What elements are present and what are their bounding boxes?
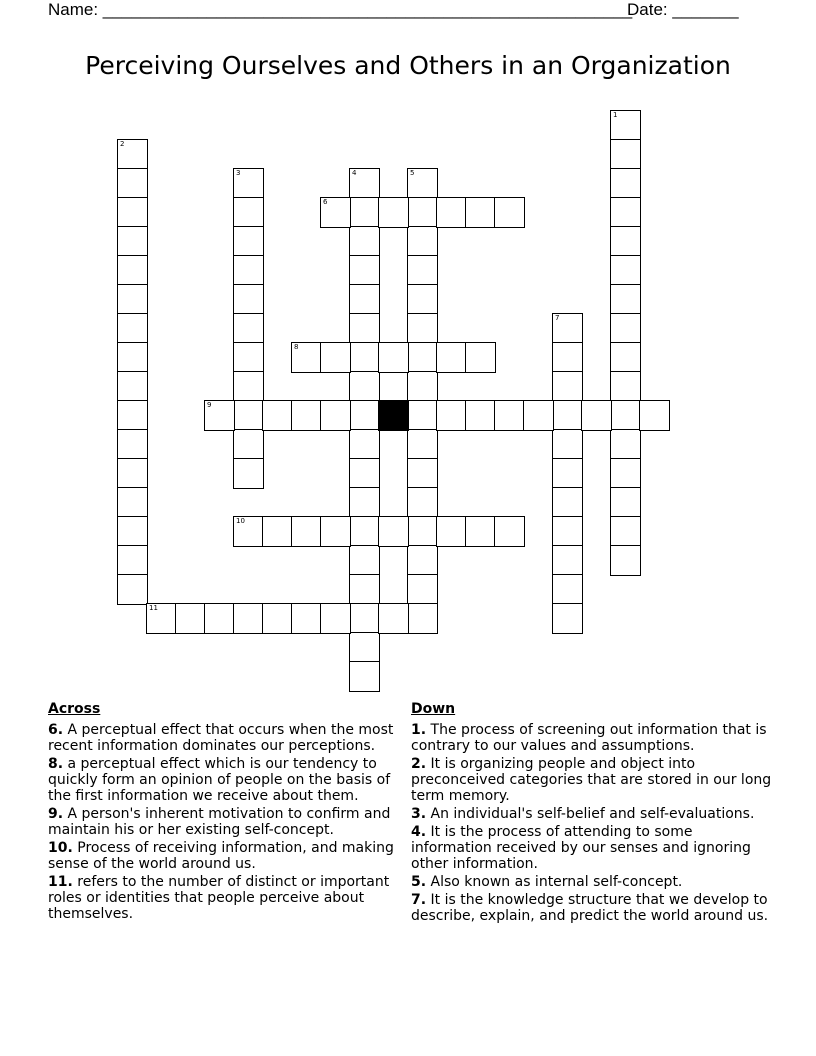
grid-cell[interactable]: [639, 400, 670, 431]
clue-across-6: [48, 722, 410, 754]
grid-cell[interactable]: [117, 516, 148, 547]
grid-cell[interactable]: [552, 429, 583, 460]
grid-cell[interactable]: [349, 255, 380, 286]
grid-cell[interactable]: [117, 226, 148, 257]
clue-number: 7.: [411, 892, 427, 908]
clue-number-label: 5: [410, 169, 415, 177]
clue-number-label: 1: [613, 111, 618, 119]
clue-number: 6.: [48, 722, 64, 738]
grid-cell[interactable]: [465, 197, 496, 228]
grid-cell[interactable]: [407, 545, 438, 576]
name-label: Name:: [48, 0, 103, 19]
grid-cell[interactable]: [349, 429, 380, 460]
clue-across-10: [48, 840, 410, 872]
grid-cell[interactable]: [610, 458, 641, 489]
grid-cell[interactable]: [233, 168, 264, 199]
clue-down-2: [411, 756, 776, 804]
grid-cell[interactable]: [233, 603, 264, 634]
grid-cell[interactable]: [407, 226, 438, 257]
grid-cell[interactable]: [552, 371, 583, 402]
grid-cell[interactable]: [610, 284, 641, 315]
grid-cell[interactable]: [407, 429, 438, 460]
grid-cell[interactable]: [349, 342, 380, 373]
grid-cell[interactable]: [407, 603, 438, 634]
grid-cell[interactable]: [291, 342, 322, 373]
grid-cell[interactable]: [320, 400, 351, 431]
grid-cell[interactable]: [291, 400, 322, 431]
grid-cell[interactable]: [233, 400, 264, 431]
clue-number: 8.: [48, 756, 64, 772]
clue-text: A person's inherent motivation to confirm and maintain his or her existing self-concept.: [48, 806, 391, 838]
page-title: Perceiving Ourselves and Others in an Organization: [85, 51, 731, 80]
grid-cell[interactable]: [349, 458, 380, 489]
clue-down-5: [411, 874, 776, 890]
clue-across-11: [48, 874, 410, 922]
grid-cell[interactable]: [349, 632, 380, 663]
grid-cell[interactable]: [407, 255, 438, 286]
grid-cell[interactable]: [117, 342, 148, 373]
grid-cell[interactable]: [407, 400, 438, 431]
grid-cell[interactable]: [349, 226, 380, 257]
grid-cell[interactable]: [552, 342, 583, 373]
clue-text: a perceptual effect which is our tendency to quickly form an opinion of people on the basis of the first information we receive about them.: [48, 756, 391, 804]
grid-cell[interactable]: [552, 574, 583, 605]
grid-cell[interactable]: [407, 168, 438, 199]
grid-cell[interactable]: [233, 255, 264, 286]
clue-text: It is the knowledge structure that we develop to describe, explain, and predict the world around us.: [411, 892, 769, 924]
clue-number: 11.: [48, 874, 73, 890]
grid-cell[interactable]: [204, 603, 235, 634]
grid-cell[interactable]: [320, 197, 351, 228]
grid-cell[interactable]: [233, 197, 264, 228]
grid-cell[interactable]: [610, 255, 641, 286]
grid-cell[interactable]: [233, 429, 264, 460]
grid-cell[interactable]: [610, 400, 641, 431]
grid-cell[interactable]: [117, 284, 148, 315]
grid-cell[interactable]: [465, 516, 496, 547]
grid-cell[interactable]: [378, 603, 409, 634]
clue-text: It is organizing people and object into preconceived categories that are stored in our long term memory.: [411, 756, 772, 804]
grid-cell[interactable]: [291, 603, 322, 634]
grid-cell[interactable]: [117, 429, 148, 460]
date-label: Date:: [627, 0, 673, 19]
grid-cell[interactable]: [320, 342, 351, 373]
grid-cell[interactable]: [436, 197, 467, 228]
grid-cell[interactable]: [233, 342, 264, 373]
grid-cell[interactable]: [407, 342, 438, 373]
grid-cell[interactable]: [262, 400, 293, 431]
grid-cell[interactable]: [233, 516, 264, 547]
clue-number-label: 10: [236, 517, 245, 525]
grid-cell[interactable]: [494, 400, 525, 431]
black-square: [378, 400, 409, 431]
grid-cell[interactable]: [349, 197, 380, 228]
clue-number-label: 4: [352, 169, 357, 177]
grid-cell[interactable]: [407, 313, 438, 344]
grid-cell[interactable]: [233, 313, 264, 344]
grid-cell[interactable]: [610, 226, 641, 257]
clue-down-1: [411, 722, 776, 754]
clue-number: 3.: [411, 806, 427, 822]
grid-cell[interactable]: [407, 197, 438, 228]
grid-cell[interactable]: [117, 371, 148, 402]
grid-cell[interactable]: [349, 603, 380, 634]
grid-cell[interactable]: [552, 313, 583, 344]
grid-cell[interactable]: [349, 400, 380, 431]
clue-text: The process of screening out information that is contrary to our values and assumptions.: [411, 722, 767, 754]
clue-text: A perceptual effect that occurs when the most recent information dominates our perceptions.: [48, 722, 394, 754]
name-blank-line[interactable]: ________________________________________________________: [102, 0, 633, 19]
across-clues: [48, 701, 410, 924]
grid-cell[interactable]: [233, 458, 264, 489]
grid-cell[interactable]: [610, 545, 641, 576]
grid-cell[interactable]: [465, 342, 496, 373]
clue-number: 5.: [411, 874, 427, 890]
grid-cell[interactable]: [349, 661, 380, 692]
grid-cell[interactable]: [407, 284, 438, 315]
grid-cell[interactable]: [349, 516, 380, 547]
grid-cell[interactable]: [349, 487, 380, 518]
grid-cell[interactable]: [610, 429, 641, 460]
clue-number: 9.: [48, 806, 64, 822]
grid-cell[interactable]: [117, 545, 148, 576]
grid-cell[interactable]: [494, 197, 525, 228]
grid-cell[interactable]: [494, 516, 525, 547]
grid-cell[interactable]: [378, 197, 409, 228]
clue-number-label: 6: [323, 198, 328, 206]
grid-cell[interactable]: [349, 574, 380, 605]
grid-cell[interactable]: [349, 313, 380, 344]
clue-number-label: 11: [149, 604, 158, 612]
clue-text: It is the process of attending to some information received by our senses and ignoring other information.: [411, 824, 751, 872]
clue-text: Also known as internal self-concept.: [430, 874, 683, 890]
grid-cell[interactable]: [610, 168, 641, 199]
grid-cell[interactable]: [349, 284, 380, 315]
clue-text: refers to the number of distinct or important roles or identities that people perceive about themselves.: [48, 874, 390, 922]
clue-number-label: 9: [207, 401, 212, 409]
grid-cell[interactable]: [320, 516, 351, 547]
grid-cell[interactable]: [204, 400, 235, 431]
down-clues: [411, 701, 776, 926]
grid-cell[interactable]: [349, 545, 380, 576]
clue-number: 10.: [48, 840, 73, 856]
grid-cell[interactable]: [117, 197, 148, 228]
clue-down-3: [411, 806, 776, 822]
grid-cell[interactable]: [378, 342, 409, 373]
grid-cell[interactable]: [233, 284, 264, 315]
grid-cell[interactable]: [610, 110, 641, 141]
clue-down-4: [411, 824, 776, 872]
clue-number-label: 7: [555, 314, 560, 322]
grid-cell[interactable]: [117, 255, 148, 286]
grid-cell[interactable]: [552, 545, 583, 576]
clue-number: 4.: [411, 824, 427, 840]
grid-cell[interactable]: [552, 603, 583, 634]
grid-cell[interactable]: [610, 313, 641, 344]
grid-cell[interactable]: [262, 516, 293, 547]
grid-cell[interactable]: [436, 400, 467, 431]
clue-text: Process of receiving information, and making sense of the world around us.: [48, 840, 394, 872]
grid-cell[interactable]: [581, 400, 612, 431]
grid-cell[interactable]: [610, 139, 641, 170]
clue-across-8: [48, 756, 410, 804]
grid-cell[interactable]: [610, 516, 641, 547]
grid-cell[interactable]: [117, 487, 148, 518]
grid-cell[interactable]: [146, 603, 177, 634]
grid-cell[interactable]: [233, 371, 264, 402]
clue-number-label: 8: [294, 343, 299, 351]
clue-down-7: [411, 892, 776, 924]
grid-cell[interactable]: [175, 603, 206, 634]
grid-cell[interactable]: [465, 400, 496, 431]
grid-cell[interactable]: [523, 400, 554, 431]
clue-number: 1.: [411, 722, 427, 738]
across-heading: Across: [48, 701, 101, 717]
grid-cell[interactable]: [117, 168, 148, 199]
grid-cell[interactable]: [610, 371, 641, 402]
grid-cell[interactable]: [552, 516, 583, 547]
grid-cell[interactable]: [407, 487, 438, 518]
grid-cell[interactable]: [407, 516, 438, 547]
grid-cell[interactable]: [262, 603, 293, 634]
clue-number-label: 3: [236, 169, 241, 177]
grid-cell[interactable]: [117, 400, 148, 431]
grid-cell[interactable]: [552, 487, 583, 518]
clue-number: 2.: [411, 756, 427, 772]
grid-cell[interactable]: [610, 487, 641, 518]
grid-cell[interactable]: [407, 371, 438, 402]
grid-cell[interactable]: [552, 458, 583, 489]
grid-cell[interactable]: [552, 400, 583, 431]
grid-cell[interactable]: [436, 342, 467, 373]
clue-text: An individual's self-belief and self-evaluations.: [430, 806, 755, 822]
grid-cell[interactable]: [117, 139, 148, 170]
grid-cell[interactable]: [117, 313, 148, 344]
grid-cell[interactable]: [610, 342, 641, 373]
grid-cell[interactable]: [378, 516, 409, 547]
clue-across-9: [48, 806, 410, 838]
grid-cell[interactable]: [117, 574, 148, 605]
grid-cell[interactable]: [291, 516, 322, 547]
grid-cell[interactable]: [407, 574, 438, 605]
clue-number-label: 2: [120, 140, 125, 148]
grid-cell[interactable]: [117, 458, 148, 489]
date-blank-line[interactable]: _______: [672, 0, 739, 19]
grid-cell[interactable]: [349, 168, 380, 199]
grid-cell[interactable]: [349, 371, 380, 402]
grid-cell[interactable]: [610, 197, 641, 228]
grid-cell[interactable]: [233, 226, 264, 257]
grid-cell[interactable]: [436, 516, 467, 547]
grid-cell[interactable]: [407, 458, 438, 489]
down-heading: Down: [411, 701, 456, 717]
grid-cell[interactable]: [320, 603, 351, 634]
